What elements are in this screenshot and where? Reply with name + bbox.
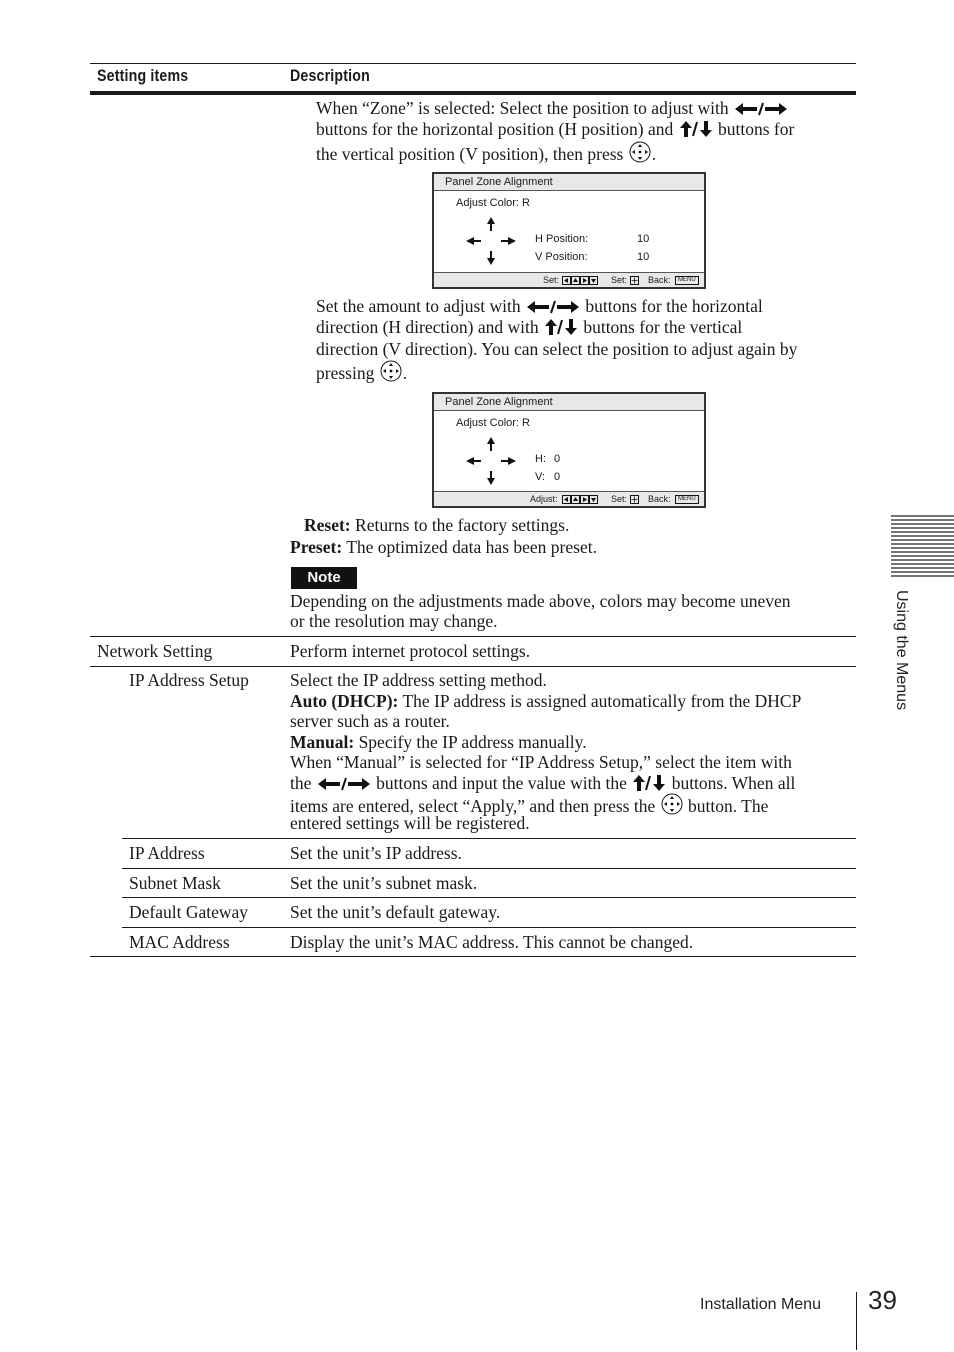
enter-button-icon: [379, 360, 403, 387]
v-position-label: V Position:: [535, 251, 588, 263]
menu-key-icon: MENU: [675, 495, 699, 504]
h-label: H:: [535, 453, 546, 465]
screen-footer: Set: Set: Back: MENU: [434, 272, 704, 287]
direction-arrows-icon: [462, 435, 520, 487]
footer-section-name: Installation Menu: [700, 1296, 821, 1313]
v-position-value: 10: [637, 251, 650, 263]
row-item-ip-address-setup: IP Address Setup: [129, 670, 249, 690]
row-desc-subnet-mask: Set the unit’s subnet mask.: [290, 873, 478, 893]
header-setting-items: Setting items: [97, 67, 189, 85]
preset-line: Preset: The optimized data has been preset.: [290, 537, 597, 557]
h-position-label: H Position:: [535, 233, 589, 245]
panel-zone-screen-position: [432, 172, 706, 289]
row-item-ip-address: IP Address: [129, 843, 205, 863]
enter-key-icon: [630, 495, 639, 504]
screen-title: Panel Zone Alignment: [434, 174, 704, 191]
row-divider: [122, 868, 856, 869]
adjust-color-label: Adjust Color: R: [456, 417, 530, 429]
up-down-arrows-icon: [543, 318, 579, 341]
enter-button-icon: [660, 793, 684, 820]
row-item-mac-address: MAC Address: [129, 932, 230, 952]
row-divider: [90, 636, 856, 637]
row-item-subnet-mask: Subnet Mask: [129, 873, 221, 893]
enter-button-icon: [628, 141, 652, 168]
header-bottom-rule: [90, 91, 856, 95]
footer-divider: [856, 1292, 857, 1350]
row-desc-default-gateway: Set the unit’s default gateway.: [290, 902, 501, 922]
v-value: 0: [554, 471, 561, 483]
arrow-keys-icon: [562, 276, 600, 285]
arrow-keys-icon: [562, 495, 600, 504]
menu-key-icon: MENU: [675, 276, 699, 285]
note-text-line-2: or the resolution may change.: [290, 611, 498, 631]
row-item-default-gateway: Default Gateway: [129, 902, 249, 922]
panel-zone-screen-amount: [432, 392, 706, 508]
header-description: Description: [290, 67, 370, 85]
note-text-line-1: Depending on the adjustments made above, colors may become uneven: [290, 591, 791, 611]
row-divider: [122, 927, 856, 928]
v-label: V:: [535, 471, 545, 483]
row-item-network-setting: Network Setting: [97, 641, 213, 661]
row-divider: [122, 897, 856, 898]
screen-title: Panel Zone Alignment: [434, 394, 704, 411]
table-bottom-rule: [90, 956, 856, 957]
reset-line: Reset: Returns to the factory settings.: [304, 515, 570, 535]
enter-key-icon: [630, 276, 639, 285]
sidebar-section-label: Using the Menus: [893, 590, 910, 711]
h-value: 0: [554, 453, 561, 465]
row-desc-mac-address: Display the unit’s MAC address. This cannot be changed.: [290, 932, 694, 952]
row-desc-ip-address: Set the unit’s IP address.: [290, 843, 462, 863]
adjust-color-label: Adjust Color: R: [456, 197, 530, 209]
h-position-value: 10: [637, 233, 650, 245]
screen-footer: Adjust: Set: Back: MENU: [434, 491, 704, 506]
section-tab-stripes: [891, 514, 954, 580]
row-divider: [122, 838, 856, 839]
page-number: 39: [868, 1285, 897, 1315]
row-divider: [90, 666, 856, 667]
row-desc-network-setting: Perform internet protocol settings.: [290, 641, 531, 661]
note-badge: Note: [291, 567, 357, 589]
up-down-arrows-icon: [678, 120, 714, 143]
direction-arrows-icon: [462, 215, 520, 267]
table-top-rule: [90, 63, 856, 64]
